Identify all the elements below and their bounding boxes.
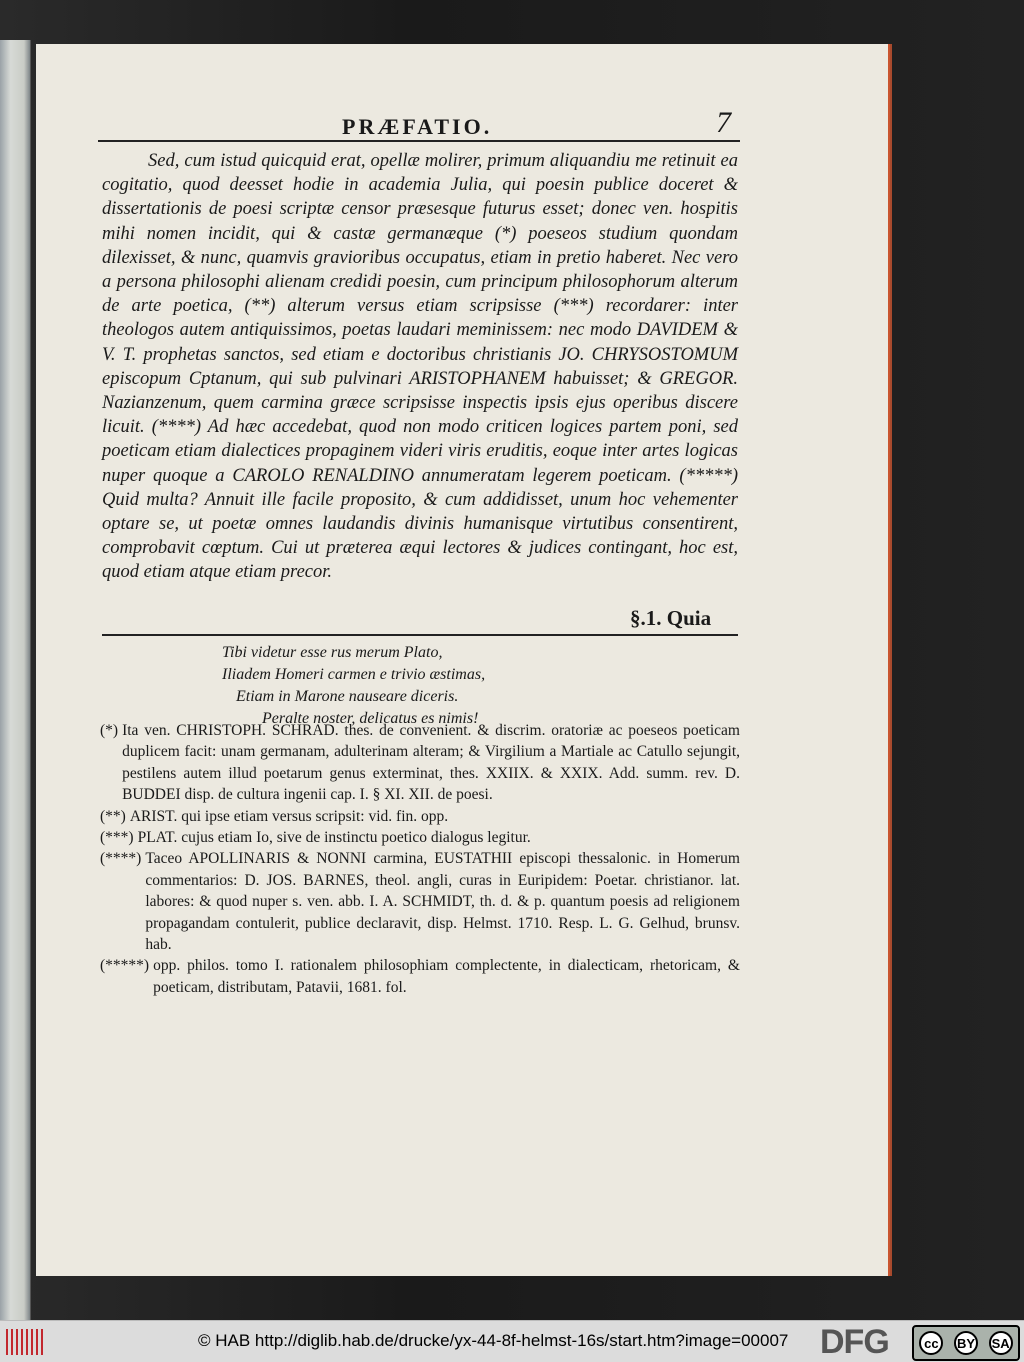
running-head: PRÆFATIO.: [342, 114, 493, 139]
footnote-text: Taceo APOLLINARIS & NONNI carmina, EUSTATHII episcopi thessalonic. in Homerum commentarios: D. JOS. BARNES, theol. angli, curas in Euripidem: Poetar. christianor. lat. labores: & quod nuper s. ven. abb. I. A. SCHMIDT, th. d. & p. quantum poesis ad religionem propagandam contulerit, publice declaravit, disp. Helmst. 1710. Resp. L. G. Gelhud, brunsv. hab.: [145, 850, 740, 954]
verse-line: Peralte noster, delicatus es nimis!: [262, 710, 479, 727]
main-text: [102, 149, 738, 585]
footnote-marker: (*): [100, 722, 119, 739]
footnote-marker: (****): [100, 850, 142, 868]
dfg-logo: DFG: [820, 1323, 889, 1361]
catchword: §.1. Quia: [630, 606, 712, 630]
verse-line: Etiam in Marone nauseare diceris.: [236, 688, 459, 705]
by-icon: BY: [954, 1331, 978, 1355]
footnote: [100, 720, 740, 806]
preface-paragraph: Sed, cum istud quicquid erat, opellæ molirer, primum aliquandiu me retinuit ea cogitatio, quod deesset hodie in academia Julia, qui poesin publice doceret & dissertationis de poesi scriptæ censor præsesque futurus esset; donec ven. hospitis mihi nomen incidit, qui & castæ germanæque (*) poeseos studium quondam dilexisset, & nunc, quamvis gravioribus occupatus, etiam in pretio haberet. Nec vero a persona philosophi alienam credidi poesin, cum principum philosophorum alterum de arte poetica, (**) alterum versus etiam scripsisse (***) recordarer: inter theologos autem antiquissimos, poetas laudari meminissem: nec modo DAVIDEM & V. T. prophetas sanctos, sed etiam e doctoribus christianis JO. CHRYSOSTOMUM episcopum Cptanum, qui sub pulvinari ARISTOPHANEM habuisset; & GREGOR. Nazianzenum, quem carmina græce scripsisse inspectis ipsis ejus operibus discere licuit. (****) Ad hæc accedebat, quod non modo criticen logices partem poni, sed poeticam etiam dialectices propaginem videri viris eruditis, eoque inter artes logicas nuper quoque a CAROLO RENALDINO annumeratam legerem poeticam. (*****) Quid multa? Annuit ille facile proposito, & cum addidisset, unum hoc vehementer optare se, ut poetæ omnes laudandis divinis humanisque virtutibus consentirent, comprobavit cœptum. Cui ut præterea æqui lectores & judices contingant, hoc est, quod etiam atque etiam precor.: [102, 151, 738, 583]
footnote: [100, 955, 740, 998]
footnote-text: PLAT. cujus etiam Io, sive de instinctu poetico dialogus legitur.: [137, 829, 531, 847]
barcode-icon: [6, 1329, 44, 1355]
verse-quote: [36, 642, 596, 730]
footnote-text: Ita ven. CHRISTOPH. SCHRAD. thes. de convenient. & discrim. oratoriæ ac poeseos poeticam duplicem facit: unam germanam, adulterinam alteram; & Virgilium a Martiale ac Catullo sejungit, pestilens autem illud poetarum genus exterminat, thes. XXIIX. & XXIX. Add. summ. rev. D. BUDDEI disp. de cultura ingenii cap. I. § XI. XII. de poesi.: [122, 722, 740, 804]
previous-page-edge: [0, 40, 31, 1330]
footnote-rule: [102, 634, 738, 636]
cc-license-badge[interactable]: [912, 1325, 1020, 1361]
footnote: [100, 827, 740, 848]
verse-line: Tibi videtur esse rus merum Plato,: [222, 644, 443, 661]
footnote: [100, 848, 740, 955]
page-number: 7: [716, 106, 731, 139]
footnote: [100, 806, 740, 827]
footnotes: [100, 720, 740, 998]
footnote-text: opp. philos. tomo I. rationalem philosophiam complectente, in dialecticam, rhetoricam, & poeticam, distributam, Patavii, 1681. fol.: [153, 957, 740, 996]
footnote-marker: (***): [100, 829, 134, 847]
copyright-link[interactable]: © HAB http://diglib.hab.de/drucke/yx-44-8f-helmst-16s/start.htm?image=00007: [198, 1331, 789, 1350]
footnote-marker: (*****): [100, 957, 150, 975]
footnote-marker: (**): [100, 807, 126, 825]
footnote-text: ARIST. qui ipse etiam versus scripsit: vid. fin. opp.: [129, 807, 449, 825]
sa-icon: SA: [989, 1331, 1013, 1355]
viewer-footer: [0, 1320, 1024, 1362]
verse-line: Iliadem Homeri carmen e trivio æstimas,: [222, 666, 486, 683]
book-page: [36, 44, 888, 1276]
cc-icon: cc: [919, 1331, 943, 1355]
header-rule: [98, 140, 740, 142]
